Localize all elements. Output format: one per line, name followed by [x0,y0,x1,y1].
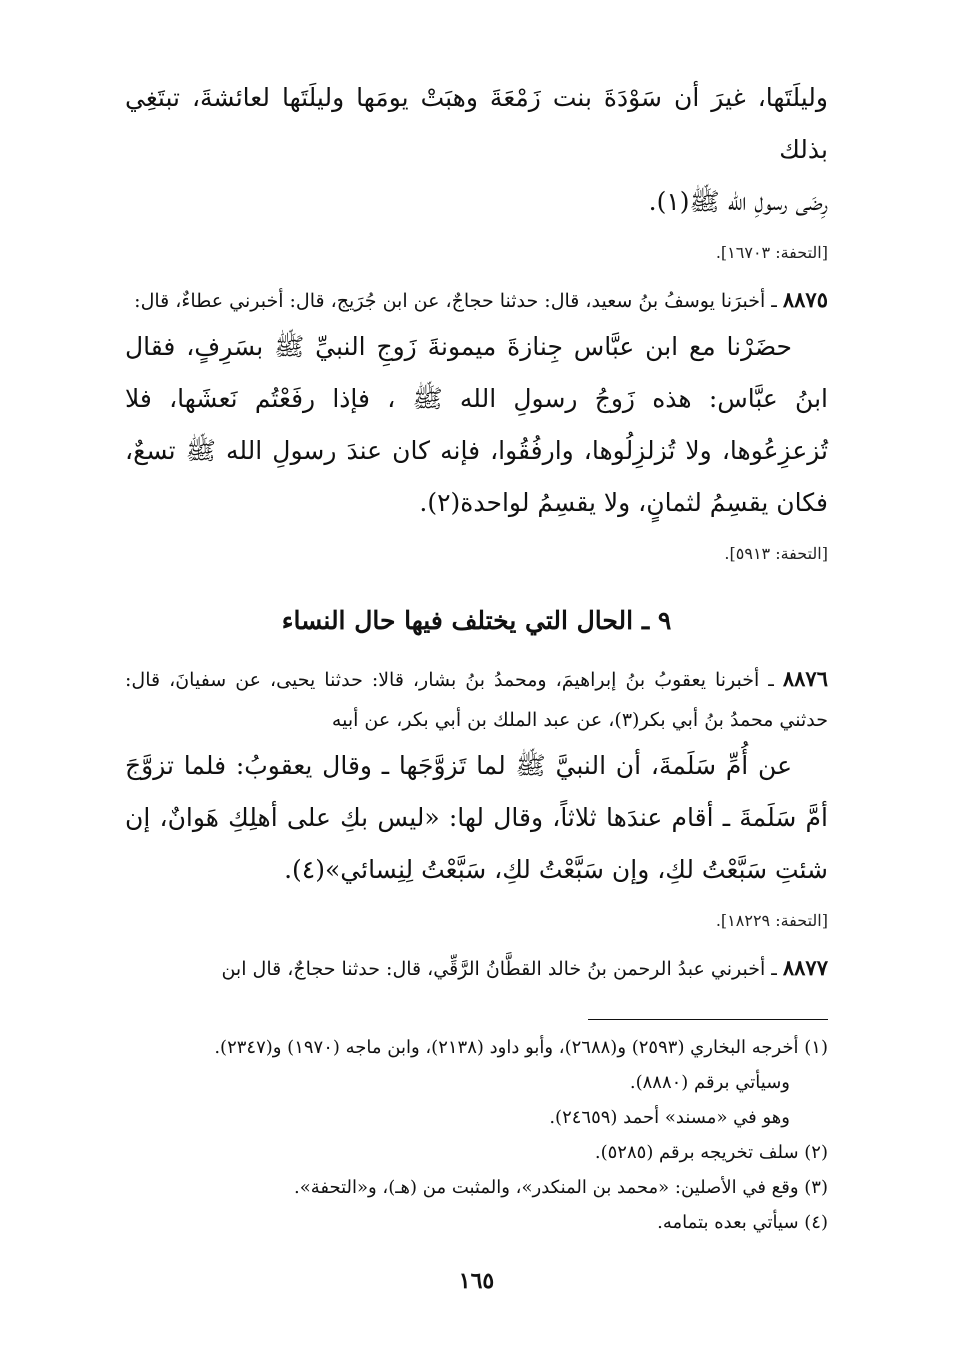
hadith-number: ٨٨٧٦ [782,666,828,691]
tuhfa-reference: [التحفة: ١٨٢٢٩]. [715,911,828,930]
footnote: (٢) سلف تخريجه برقم (٥٢٨٥). [594,1142,828,1163]
footnote: (٣) وقع في الأصلين: «محمد بن المنكدر»، والمثبت من (هـ)، و«التحفة». [293,1177,828,1198]
footnote: (١) أخرجه البخاري (٢٥٩٣) و(٢٦٨٨)، وأبو داود (٢١٣٨)، وابن ماجه (١٩٧٠) و(٢٣٤٧). [214,1037,828,1058]
paragraph-line: وليلَتَها، غيرَ أن سَوْدَةَ بنت زَمْعَةَ وهبَتْ يومَها وليلَتَها لعائشةَ، تبتَغِي بذلك [125,83,828,164]
tuhfa-reference: [التحفة: ٥٩١٣]. [724,544,828,563]
footnote: (٤) سيأتي بعده بتمامه. [657,1212,828,1233]
footnote: وهو في «مسند» أحمد (٢٤٦٥٩). [549,1107,790,1128]
isnad-text: ـ أخبرَنا يوسفُ بنُ سعيد، قال: حدثنا حجاجٌ، عن ابن جُرَيج، قال: أخبرني عطاءٌ، قال: [134,290,783,312]
paragraph-line: رِضَى رسولِ الله ﷺ(١). [648,187,828,216]
tuhfa-reference: [التحفة: ١٦٧٠٣]. [715,243,828,262]
hadith-8876-matn: عن أُمِّ سَلَمةَ، أن النبيَّ ﷺ لما تَزوَّجَها ـ وقال يعقوبُ: فلما تزوَّجَ أمَّ سَلَمةَ ـ أقام عندَها ثلاثاً، وقال لها: «ليس بكِ على أهلِكِ هَوانٌ، إن شئتِ سَبَّعْتُ لكِ، وإن سَبَّعْتُ لكِ، سَبَّعْتُ لِنِسائي»(٤). [125,751,828,884]
footnote-separator [588,1019,828,1020]
isnad-text: ـ أخبرني عبدُ الرحمن بنُ خالد القطَّانُ الرَّقِّي، قال: حدثنا حجاجٌ، قال ابن [221,958,783,980]
hadith-8875-isnad [125,280,828,321]
hadith-number: ٨٨٧٥ [782,287,828,312]
hadith-8875-matn: حضَرْنا مع ابن عبَّاس جِنازةَ ميمونةَ زَوجِ النبيِّ ﷺ بسَرِفٍ، فقال ابنُ عبَّاس: هذه زَوجُ رسولِ الله ﷺ ، فإذا رفَعْتُم نَعشَها، فلا تُزعزِعُوها، ولا تُزلزِلُوها، وارفُقُوا، فإنه كان عندَ رسولِ الله ﷺ تسعٌ، فكان يقسِمُ لثمانٍ، ولا يقسِمُ لواحدة(٢). [125,332,828,517]
chapter-heading: ٩ ـ الحال التي يختلف فيها حال النساء [281,606,672,635]
footnotes [125,1030,828,1240]
footnote: وسيأتي برقم (٨٨٨٠). [629,1072,790,1093]
hadith-8877-isnad [125,948,828,989]
isnad-text: ـ أخبرنا يعقوبُ بنُ إبراهيمَ، ومحمدُ بنُ بشار، قالا: حدثنا يحيى، عن سفيانَ، قال: حدثني محمدُ بنُ أبي بكر(٣)، عن عبد الملك بن أبي بكر، عن أبيه [125,669,828,731]
hadith-number: ٨٨٧٧ [782,955,828,980]
page-number: ١٦٥ [458,1268,495,1294]
hadith-8876-isnad [125,659,828,740]
main-text [125,72,828,989]
